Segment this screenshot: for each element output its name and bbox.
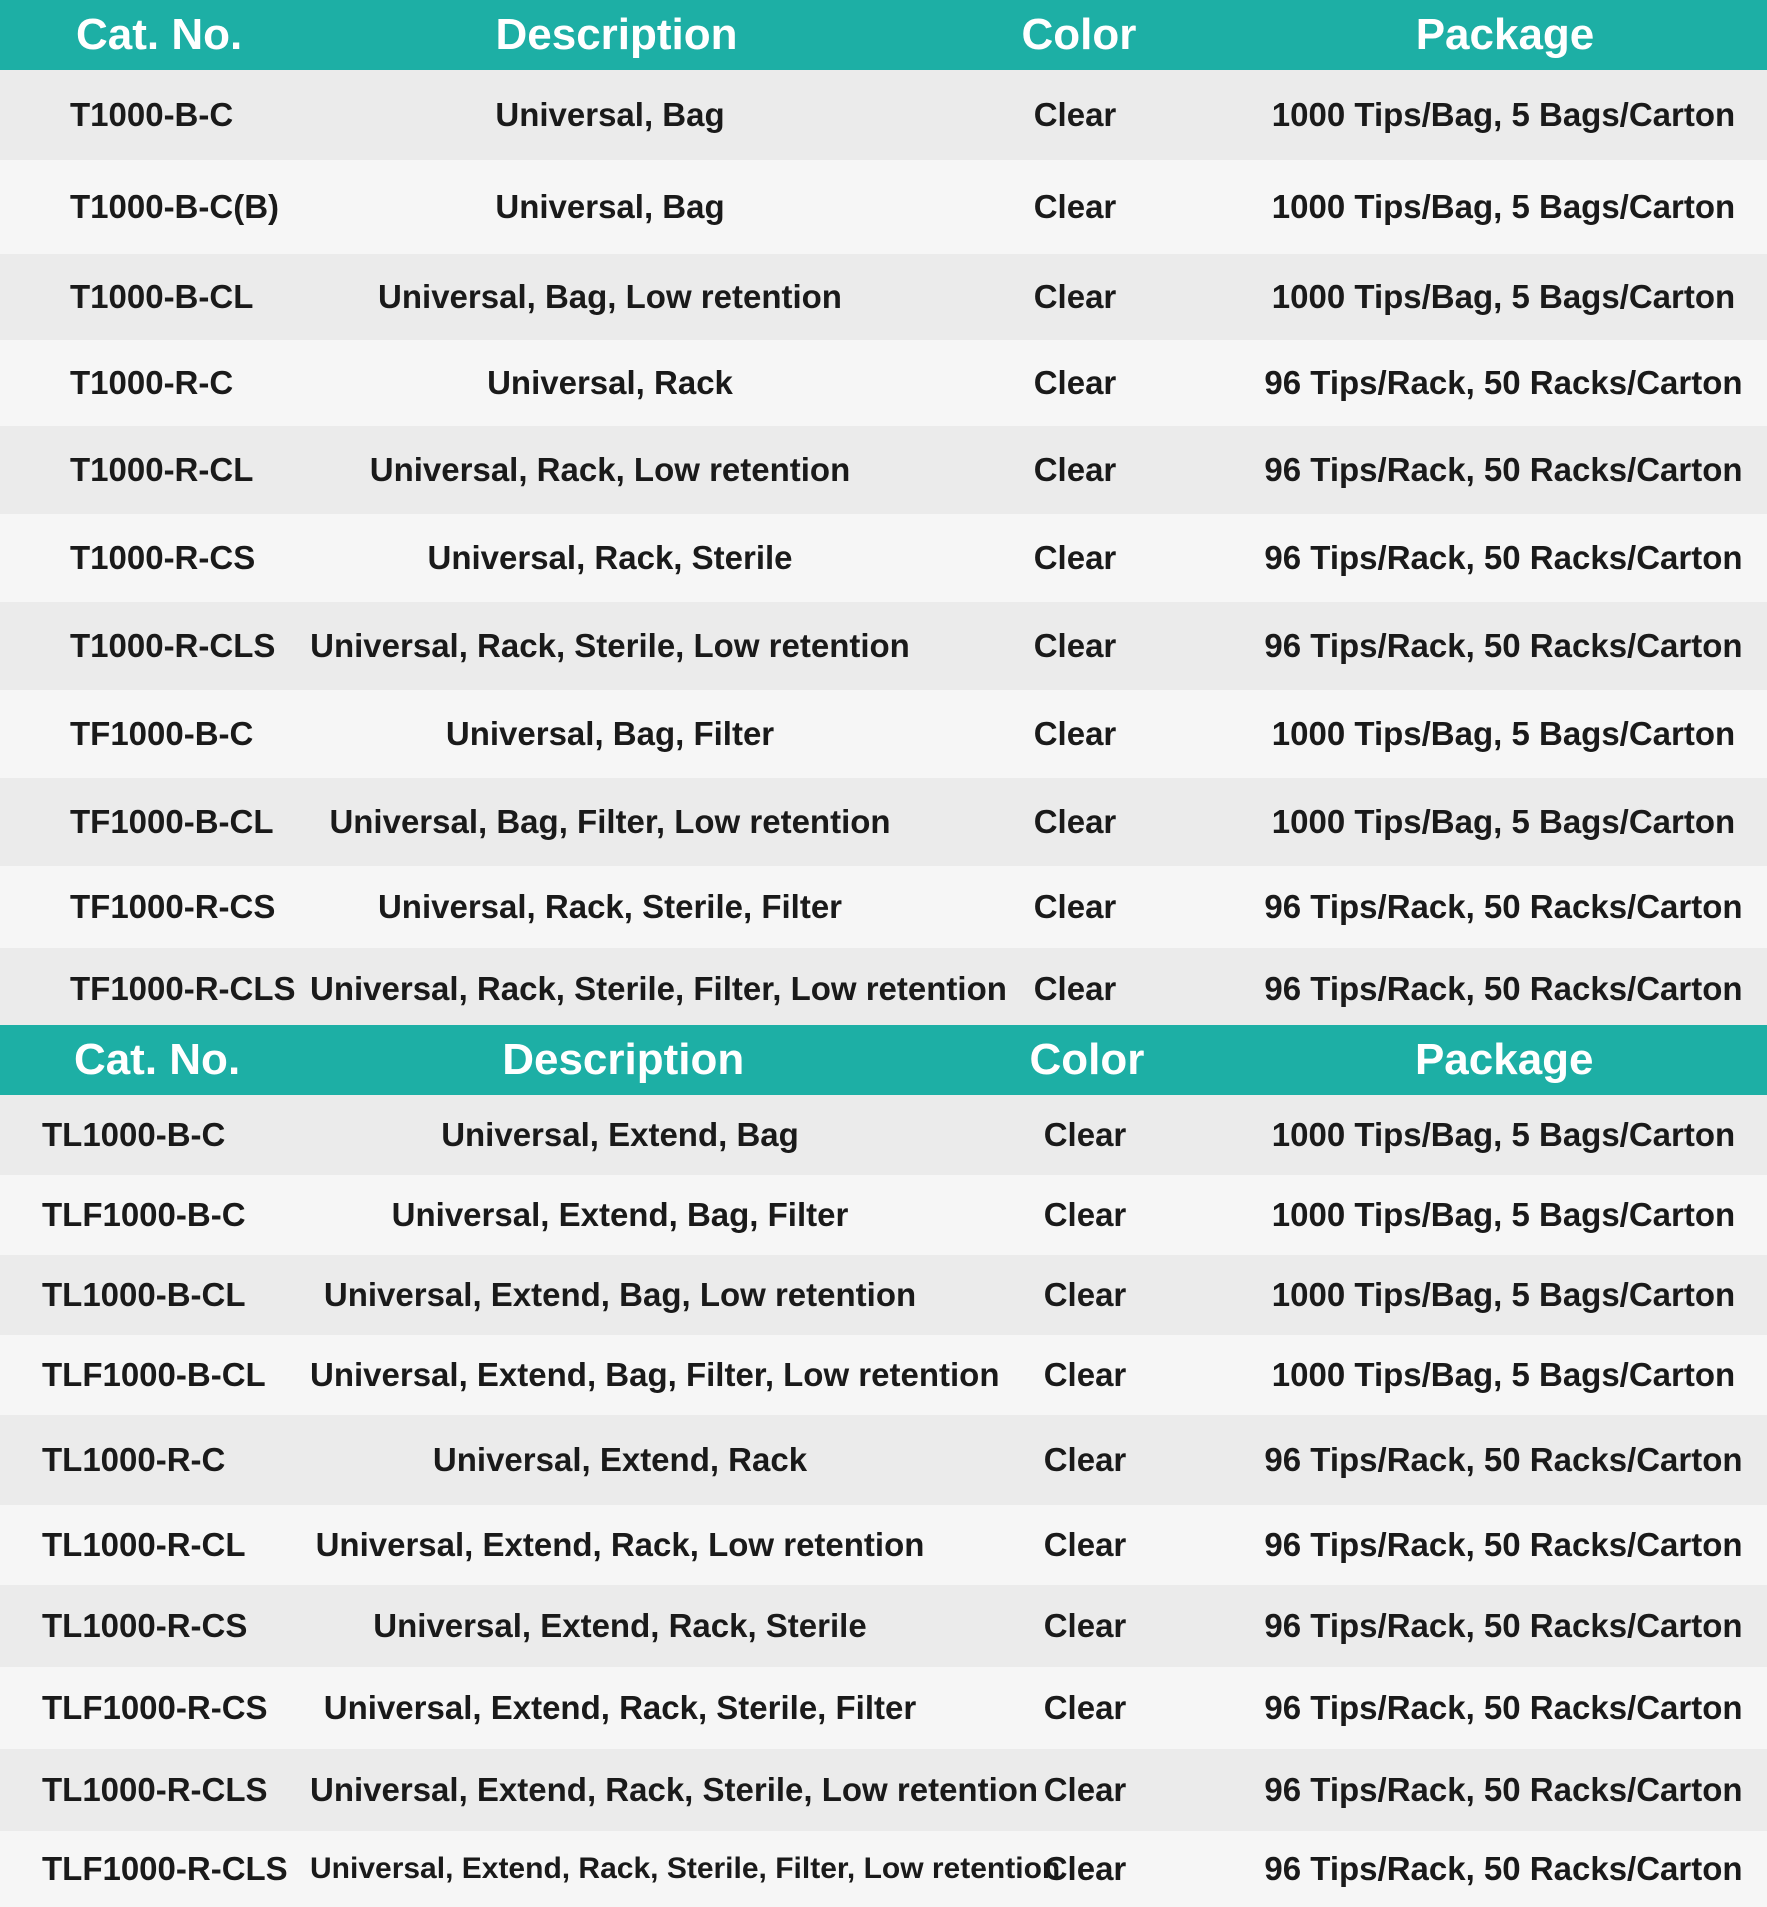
color-cell: Clear: [1033, 451, 1117, 488]
table-row: [0, 1415, 1767, 1505]
cat-no-cell: TLF1000-B-C: [42, 1196, 246, 1233]
package-cell: 96 Tips/Rack, 50 Racks/Carton: [1264, 1689, 1743, 1726]
header-cat-no: Cat. No.: [73, 1035, 241, 1084]
cat-no-cell: TLF1000-R-CLS: [42, 1850, 288, 1887]
color-cell: Clear: [1033, 888, 1117, 925]
description-cell: Universal, Extend, Rack, Sterile: [373, 1607, 867, 1644]
color-cell: Clear: [1043, 1196, 1127, 1233]
table-row: [0, 1831, 1767, 1907]
color-cell: Clear: [1043, 1526, 1127, 1563]
package-cell: 96 Tips/Rack, 50 Racks/Carton: [1264, 451, 1743, 488]
package-cell: 96 Tips/Rack, 50 Racks/Carton: [1264, 888, 1743, 925]
table-row: [0, 1585, 1767, 1667]
package-cell: 96 Tips/Rack, 50 Racks/Carton: [1264, 1607, 1743, 1644]
cat-no-cell: TLF1000-R-CS: [42, 1689, 268, 1726]
product-table-2: [0, 1025, 1767, 1907]
table-body: [0, 1095, 1767, 1907]
package-cell: 96 Tips/Rack, 50 Racks/Carton: [1264, 1850, 1743, 1887]
header-color: Color: [1021, 10, 1137, 59]
cat-no-cell: T1000-R-CL: [70, 451, 254, 488]
color-cell: Clear: [1043, 1689, 1127, 1726]
cat-no-cell: TL1000-B-CL: [42, 1276, 246, 1313]
header-description: Description: [502, 1035, 745, 1084]
cat-no-cell: T1000-R-CLS: [70, 627, 276, 664]
color-cell: Clear: [1033, 715, 1117, 752]
color-cell: Clear: [1043, 1116, 1127, 1153]
description-cell: Universal, Rack, Sterile, Low retention: [310, 627, 910, 664]
table-row: [0, 690, 1767, 778]
table-header: [0, 1025, 1767, 1095]
description-cell: Universal, Rack: [487, 364, 733, 401]
table-row: [0, 1175, 1767, 1255]
cat-no-cell: T1000-R-C: [70, 364, 234, 401]
package-cell: 1000 Tips/Bag, 5 Bags/Carton: [1271, 1356, 1736, 1393]
description-cell: Universal, Extend, Rack, Sterile, Filter, Low retention: [310, 1852, 1061, 1885]
color-cell: Clear: [1033, 627, 1117, 664]
color-cell: Clear: [1043, 1441, 1127, 1478]
table-row: [0, 948, 1767, 1030]
table-row: [0, 1095, 1767, 1175]
header-package: Package: [1414, 1035, 1594, 1084]
color-cell: Clear: [1033, 803, 1117, 840]
color-cell: Clear: [1033, 364, 1117, 401]
description-cell: Universal, Rack, Sterile: [427, 539, 793, 576]
description-cell: Universal, Extend, Bag, Low retention: [323, 1276, 917, 1313]
color-cell: Clear: [1043, 1356, 1127, 1393]
color-cell: Clear: [1033, 539, 1117, 576]
table-row: [0, 602, 1767, 690]
table-row: [0, 1505, 1767, 1585]
color-cell: Clear: [1043, 1771, 1127, 1808]
cat-no-cell: TF1000-B-CL: [70, 803, 274, 840]
table-row: [0, 1749, 1767, 1831]
color-cell: Clear: [1033, 96, 1117, 133]
package-cell: 96 Tips/Rack, 50 Racks/Carton: [1264, 627, 1743, 664]
description-cell: Universal, Extend, Bag, Filter, Low retention: [310, 1356, 1000, 1393]
header-package: Package: [1415, 10, 1595, 59]
description-cell: Universal, Bag, Low retention: [378, 278, 842, 315]
description-cell: Universal, Rack, Sterile, Filter: [377, 888, 843, 925]
package-cell: 1000 Tips/Bag, 5 Bags/Carton: [1271, 188, 1736, 225]
description-cell: Universal, Extend, Rack: [432, 1441, 808, 1478]
color-cell: Clear: [1043, 1276, 1127, 1313]
cat-no-cell: T1000-R-CS: [70, 539, 256, 576]
cat-no-cell: T1000-B-C: [70, 96, 234, 133]
table-body: [0, 70, 1767, 1030]
cat-no-cell: TLF1000-B-CL: [42, 1356, 266, 1393]
description-cell: Universal, Rack, Sterile, Filter, Low retention: [310, 970, 1007, 1007]
description-cell: Universal, Bag, Filter, Low retention: [329, 803, 891, 840]
description-cell: Universal, Extend, Bag, Filter: [391, 1196, 849, 1233]
color-cell: Clear: [1043, 1850, 1127, 1887]
description-cell: Universal, Rack, Low retention: [369, 451, 851, 488]
color-cell: Clear: [1033, 188, 1117, 225]
description-cell: Universal, Extend, Rack, Low retention: [315, 1526, 925, 1563]
cat-no-cell: TL1000-R-CS: [42, 1607, 248, 1644]
package-cell: 96 Tips/Rack, 50 Racks/Carton: [1264, 1771, 1743, 1808]
color-cell: Clear: [1033, 278, 1117, 315]
header-cat-no: Cat. No.: [75, 10, 243, 59]
package-cell: 1000 Tips/Bag, 5 Bags/Carton: [1271, 715, 1736, 752]
description-cell: Universal, Extend, Rack, Sterile, Filter: [323, 1689, 917, 1726]
description-cell: Universal, Bag: [495, 188, 725, 225]
table-row: [0, 1667, 1767, 1749]
cat-no-cell: TL1000-R-CL: [42, 1526, 246, 1563]
package-cell: 96 Tips/Rack, 50 Racks/Carton: [1264, 539, 1743, 576]
description-cell: Universal, Bag: [495, 96, 725, 133]
header-description: Description: [495, 10, 738, 59]
table-row: [0, 514, 1767, 602]
table-row: [0, 340, 1767, 426]
package-cell: 96 Tips/Rack, 50 Racks/Carton: [1264, 1441, 1743, 1478]
package-cell: 96 Tips/Rack, 50 Racks/Carton: [1264, 364, 1743, 401]
package-cell: 1000 Tips/Bag, 5 Bags/Carton: [1271, 96, 1736, 133]
table-row: [0, 866, 1767, 948]
package-cell: 1000 Tips/Bag, 5 Bags/Carton: [1271, 1116, 1736, 1153]
table-row: [0, 1255, 1767, 1335]
cat-no-cell: TL1000-R-CLS: [42, 1771, 268, 1808]
cat-no-cell: TF1000-R-CLS: [70, 970, 296, 1007]
cat-no-cell: TF1000-B-C: [70, 715, 254, 752]
table-row: [0, 70, 1767, 160]
table-row: [0, 778, 1767, 866]
header-color: Color: [1029, 1035, 1145, 1084]
description-cell: Universal, Extend, Bag: [441, 1116, 799, 1153]
cat-no-cell: T1000-B-CL: [70, 278, 254, 315]
package-cell: 1000 Tips/Bag, 5 Bags/Carton: [1271, 1196, 1736, 1233]
package-cell: 1000 Tips/Bag, 5 Bags/Carton: [1271, 278, 1736, 315]
cat-no-cell: T1000-B-C(B): [70, 188, 280, 225]
package-cell: 1000 Tips/Bag, 5 Bags/Carton: [1271, 803, 1736, 840]
description-cell: Universal, Extend, Rack, Sterile, Low retention: [310, 1771, 1039, 1808]
color-cell: Clear: [1043, 1607, 1127, 1644]
package-cell: 96 Tips/Rack, 50 Racks/Carton: [1264, 970, 1743, 1007]
table-row: [0, 160, 1767, 254]
cat-no-cell: TL1000-B-C: [42, 1116, 226, 1153]
description-cell: Universal, Bag, Filter: [445, 715, 775, 752]
table-row: [0, 1335, 1767, 1415]
color-cell: Clear: [1033, 970, 1117, 1007]
cat-no-cell: TL1000-R-C: [42, 1441, 226, 1478]
table-row: [0, 254, 1767, 340]
cat-no-cell: TF1000-R-CS: [70, 888, 276, 925]
package-cell: 1000 Tips/Bag, 5 Bags/Carton: [1271, 1276, 1736, 1313]
table-row: [0, 426, 1767, 514]
table-header: [0, 0, 1767, 70]
package-cell: 96 Tips/Rack, 50 Racks/Carton: [1264, 1526, 1743, 1563]
